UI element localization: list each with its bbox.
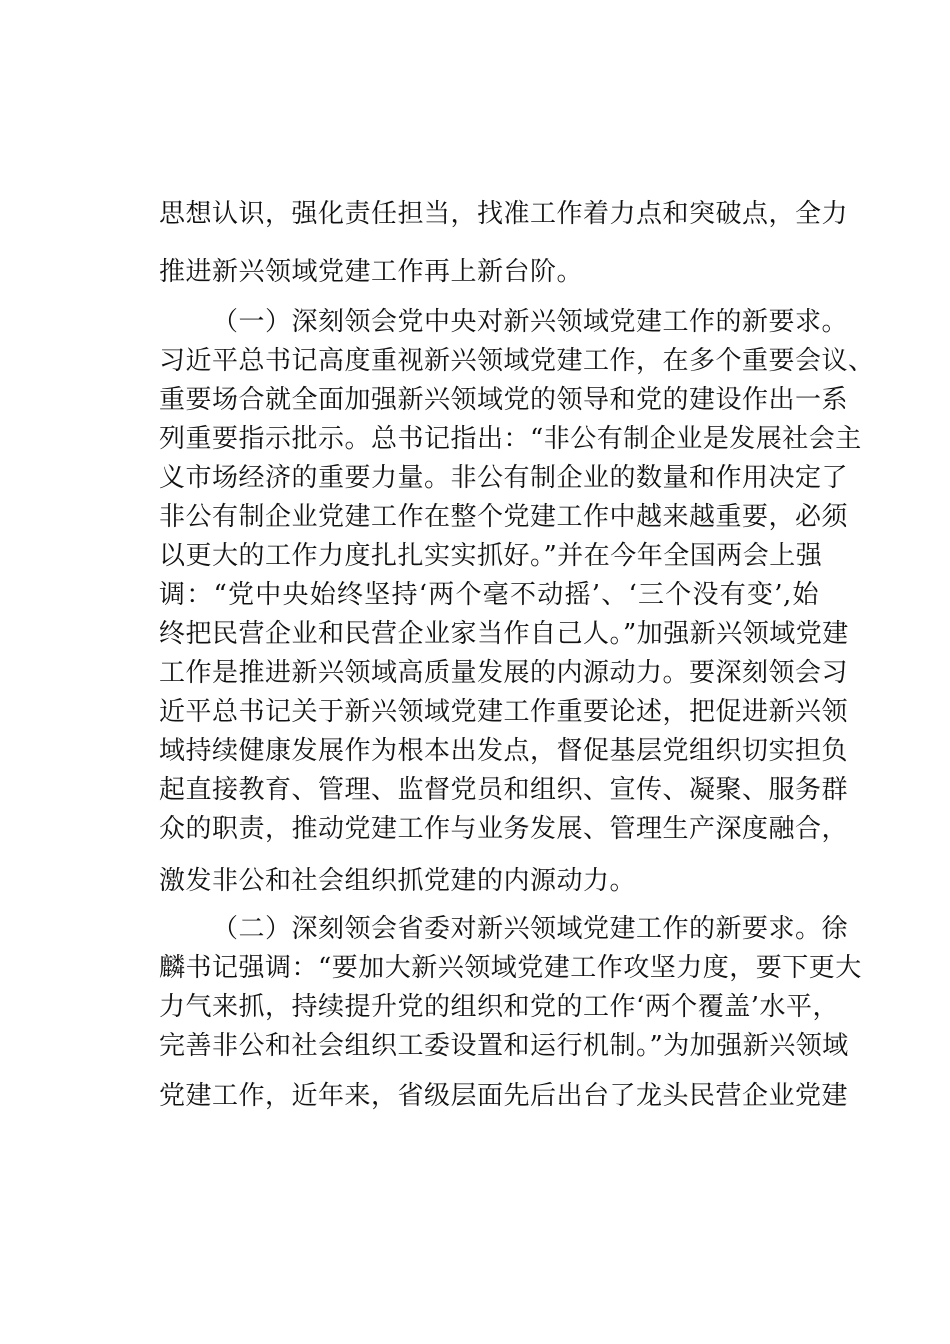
- text-line: 众的职责，推动党建工作与业务发展、管理生产深度融合，: [159, 814, 849, 844]
- text-line: 义市场经济的重要力量。非公有制企业的数量和作用决定了: [159, 463, 849, 493]
- text-line: 域持续健康发展作为根本出发点，督促基层党组织切实担负: [159, 736, 849, 766]
- text-line: 以更大的工作力度扎扎实实抓好。”并在今年全国两会上强: [159, 541, 823, 571]
- text-line: 起直接教育、管理、监督党员和组织、宣传、凝聚、服务群: [159, 775, 849, 805]
- text-line: 重要场合就全面加强新兴领域党的领导和党的建设作出一系: [159, 385, 849, 415]
- text-line: 完善非公和社会组织工委设置和运行机制。”为加强新兴领域: [159, 1031, 849, 1061]
- section-heading: （二）深刻领会省委对新兴领域党建工作的新要求。徐: [212, 914, 849, 944]
- text-line: 激发非公和社会组织抓党建的内源动力。: [159, 866, 637, 896]
- text-line: 近平总书记关于新兴领域党建工作重要论述，把促进新兴领: [159, 697, 849, 727]
- text-line: 调：“党中央始终坚持‘两个毫不动摇’、‘三个没有变’,始: [159, 580, 819, 610]
- text-line: 党建工作，近年来，省级层面先后出台了龙头民营企业党建: [159, 1081, 849, 1111]
- text-line: 工作是推进新兴领域高质量发展的内源动力。要深刻领会习: [159, 658, 849, 688]
- text-line: 终把民营企业和民营企业家当作自己人。”加强新兴领域党建: [159, 619, 849, 649]
- text-line: 麟书记强调：“要加大新兴领域党建工作攻坚力度，要下更大: [159, 953, 862, 983]
- section-heading: （一）深刻领会党中央对新兴领域党建工作的新要求。: [212, 307, 849, 337]
- text-line: 推进新兴领域党建工作再上新台阶。: [159, 257, 584, 287]
- text-line: 思想认识，强化责任担当，找准工作着力点和突破点，全力: [159, 199, 849, 229]
- text-line: 列重要指示批示。总书记指出：“非公有制企业是发展社会主: [159, 424, 862, 454]
- text-line: 非公有制企业党建工作在整个党建工作中越来越重要，必须: [159, 502, 849, 532]
- text-line: 力气来抓，持续提升党的组织和党的工作‘两个覆盖’水平，: [159, 992, 840, 1022]
- text-line: 习近平总书记高度重视新兴领域党建工作，在多个重要会议、: [159, 346, 875, 376]
